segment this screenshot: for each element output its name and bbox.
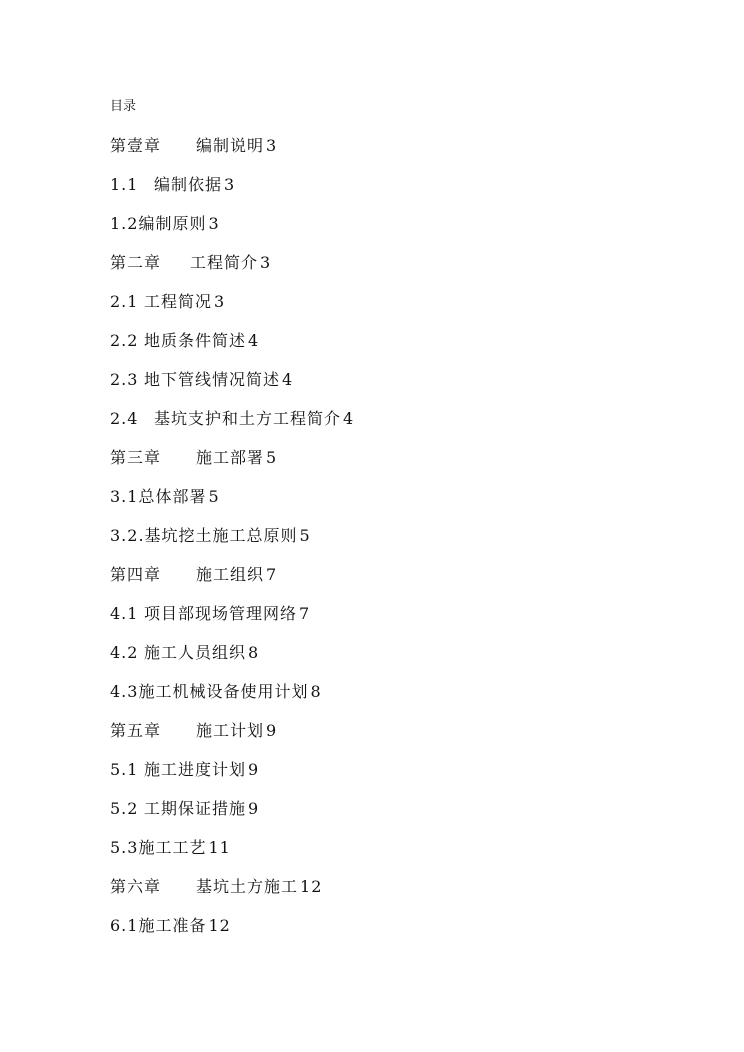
toc-entry-page: 5 (299, 526, 311, 545)
toc-entry-number: 第三章 (110, 448, 162, 467)
toc-entry-1-1[interactable] (110, 173, 670, 212)
toc-entry-page: 9 (248, 799, 260, 818)
toc-entry-page: 3 (266, 136, 278, 155)
toc-entry-chapter-1[interactable] (110, 134, 670, 173)
toc-entry-2-1[interactable] (110, 290, 670, 329)
toc-entry-6-1[interactable] (110, 914, 670, 953)
toc-entry-page: 9 (266, 721, 278, 740)
toc-entry-3-2[interactable] (110, 524, 670, 563)
toc-entry-number: 2.1 (110, 292, 139, 311)
toc-entry-number: 第四章 (110, 565, 162, 584)
table-of-contents (110, 134, 670, 953)
toc-entry-number: 6.1 (110, 916, 139, 935)
toc-entry-number: 第五章 (110, 721, 162, 740)
toc-entry-1-2[interactable] (110, 212, 670, 251)
toc-entry-chapter-6[interactable] (110, 875, 670, 914)
toc-entry-2-3[interactable] (110, 368, 670, 407)
toc-entry-title: 项目部现场管理网络 (144, 604, 298, 623)
toc-entry-page: 3 (260, 253, 272, 272)
toc-entry-2-2[interactable] (110, 329, 670, 368)
toc-entry-page: 8 (248, 643, 260, 662)
toc-entry-number: 2.4 (110, 409, 139, 428)
toc-entry-number: 5.1 (110, 760, 139, 779)
toc-entry-page: 5 (208, 487, 220, 506)
toc-entry-number: 5.2 (110, 799, 139, 818)
toc-entry-number: 第六章 (110, 877, 162, 896)
toc-entry-title: 编制依据 (154, 175, 223, 194)
toc-entry-title: 施工进度计划 (144, 760, 247, 779)
toc-entry-page: 7 (266, 565, 278, 584)
toc-entry-page: 11 (208, 838, 231, 857)
toc-entry-number: 第壹章 (110, 136, 162, 155)
toc-entry-number: 4.1 (110, 604, 139, 623)
toc-entry-page: 3 (224, 175, 236, 194)
toc-entry-number: 3.2. (110, 526, 145, 545)
toc-entry-title: 基坑挖土施工总原则 (144, 526, 298, 545)
toc-entry-4-3[interactable] (110, 680, 670, 719)
toc-entry-title: 施工计划 (196, 721, 265, 740)
toc-entry-number: 2.3 (110, 370, 139, 389)
toc-entry-page: 4 (343, 409, 355, 428)
toc-entry-title: 施工部署 (196, 448, 265, 467)
toc-entry-5-2[interactable] (110, 797, 670, 836)
toc-entry-page: 5 (266, 448, 278, 467)
toc-entry-title: 总体部署 (138, 487, 207, 506)
toc-entry-title: 基坑土方施工 (196, 877, 299, 896)
toc-entry-number: 4.2 (110, 643, 139, 662)
toc-entry-page: 12 (300, 877, 323, 896)
toc-entry-3-1[interactable] (110, 485, 670, 524)
toc-entry-title: 工程简介 (190, 253, 259, 272)
toc-entry-number: 1.2 (110, 214, 139, 233)
toc-entry-title: 施工准备 (138, 916, 207, 935)
toc-entry-title: 地下管线情况简述 (144, 370, 281, 389)
toc-entry-4-1[interactable] (110, 602, 670, 641)
toc-entry-page: 4 (248, 331, 260, 350)
toc-entry-title: 工程简况 (144, 292, 213, 311)
toc-entry-title: 施工工艺 (138, 838, 207, 857)
toc-entry-title: 编制说明 (196, 136, 265, 155)
toc-entry-title: 施工机械设备使用计划 (138, 682, 309, 701)
toc-entry-number: 4.3 (110, 682, 139, 701)
toc-entry-number: 1.1 (110, 175, 139, 194)
toc-title: 目录 (110, 99, 137, 114)
toc-entry-title: 施工组织 (196, 565, 265, 584)
toc-entry-2-4[interactable] (110, 407, 670, 446)
toc-entry-4-2[interactable] (110, 641, 670, 680)
toc-entry-page: 8 (310, 682, 322, 701)
toc-entry-page: 3 (214, 292, 226, 311)
toc-entry-5-1[interactable] (110, 758, 670, 797)
toc-entry-page: 12 (208, 916, 231, 935)
toc-entry-title: 编制原则 (138, 214, 207, 233)
toc-entry-title: 地质条件简述 (144, 331, 247, 350)
toc-entry-page: 9 (248, 760, 260, 779)
toc-entry-number: 5.3 (110, 838, 139, 857)
toc-entry-page: 3 (208, 214, 220, 233)
toc-entry-title: 施工人员组织 (144, 643, 247, 662)
toc-entry-title: 基坑支护和土方工程简介 (154, 409, 342, 428)
toc-entry-number: 3.1 (110, 487, 139, 506)
toc-entry-page: 7 (299, 604, 311, 623)
toc-entry-5-3[interactable] (110, 836, 670, 875)
toc-entry-number: 第二章 (110, 253, 162, 272)
toc-entry-page: 4 (282, 370, 294, 389)
toc-entry-number: 2.2 (110, 331, 139, 350)
toc-entry-chapter-3[interactable] (110, 446, 670, 485)
toc-entry-chapter-2[interactable] (110, 251, 670, 290)
toc-entry-title: 工期保证措施 (144, 799, 247, 818)
toc-entry-chapter-4[interactable] (110, 563, 670, 602)
toc-entry-chapter-5[interactable] (110, 719, 670, 758)
